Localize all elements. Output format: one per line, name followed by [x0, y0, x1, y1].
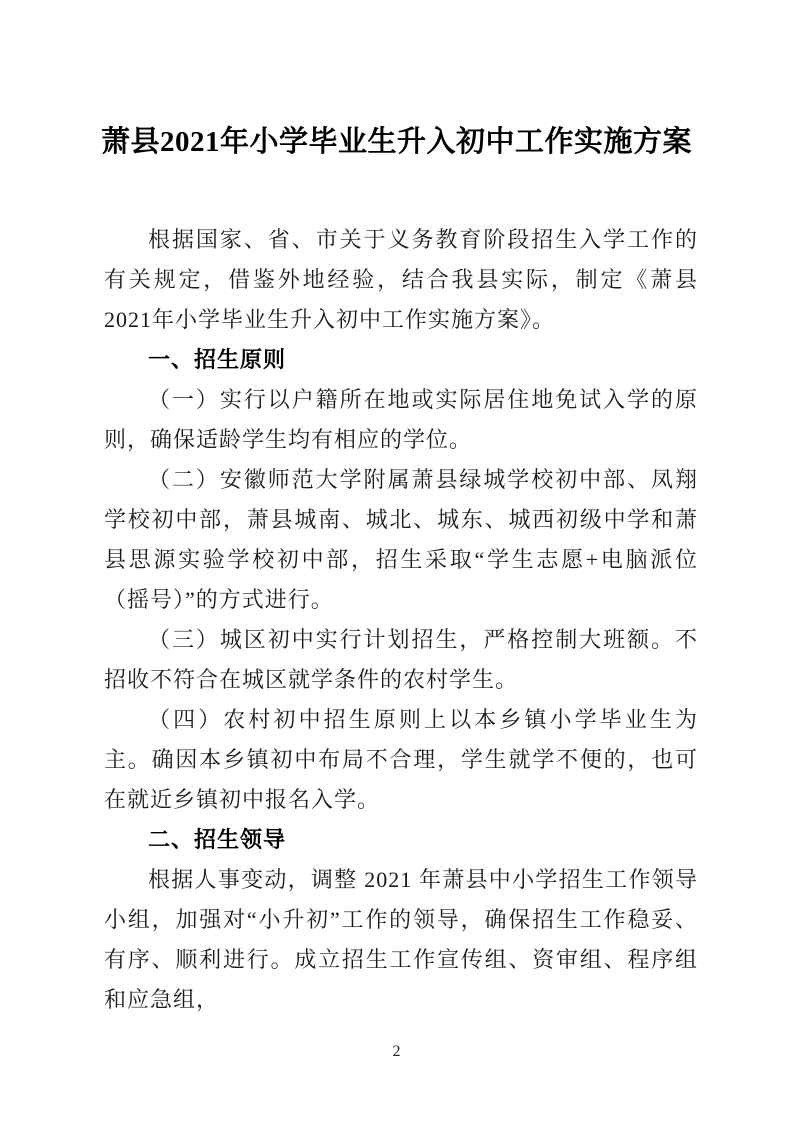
paragraph: 根据人事变动，调整 2021 年萧县中小学招生工作领导小组，加强对“小升初”工作的领导，确保招生工作稳妥、有序、顺利进行。成立招生工作宣传组、资审组、程序组和应急组， [104, 867, 698, 1012]
document-body [104, 220, 698, 1020]
paragraph: （一）实行以户籍所在地或实际居住地免试入学的原则，确保适龄学生均有相应的学位。 [104, 387, 698, 452]
section-heading: 一、招生原则 [148, 347, 287, 372]
paragraph: （四）农村初中招生原则上以本乡镇小学毕业生为主。确因本乡镇初中布局不合理，学生就学不便的，也可在就近乡镇初中报名入学。 [104, 707, 698, 812]
page-number: 2 [392, 1043, 401, 1060]
document-title: 萧县2021年小学毕业生升入初中工作实施方案 [100, 126, 692, 158]
paragraph: （二）安徽师范大学附属萧县绿城学校初中部、凤翔学校初中部，萧县城南、城北、城东、城西初级中学和萧县思源实验学校初中部，招生采取“学生志愿+电脑派位（摇号）”的方式进行。 [104, 467, 698, 612]
section-heading: 二、招生领导 [148, 827, 287, 852]
paragraph: 根据国家、省、市关于义务教育阶段招生入学工作的有关规定，借鉴外地经验，结合我县实际，制定《萧县2021年小学毕业生升入初中工作实施方案》。 [104, 227, 698, 332]
paragraph: （三）城区初中实行计划招生，严格控制大班额。不招收不符合在城区就学条件的农村学生。 [104, 627, 698, 692]
